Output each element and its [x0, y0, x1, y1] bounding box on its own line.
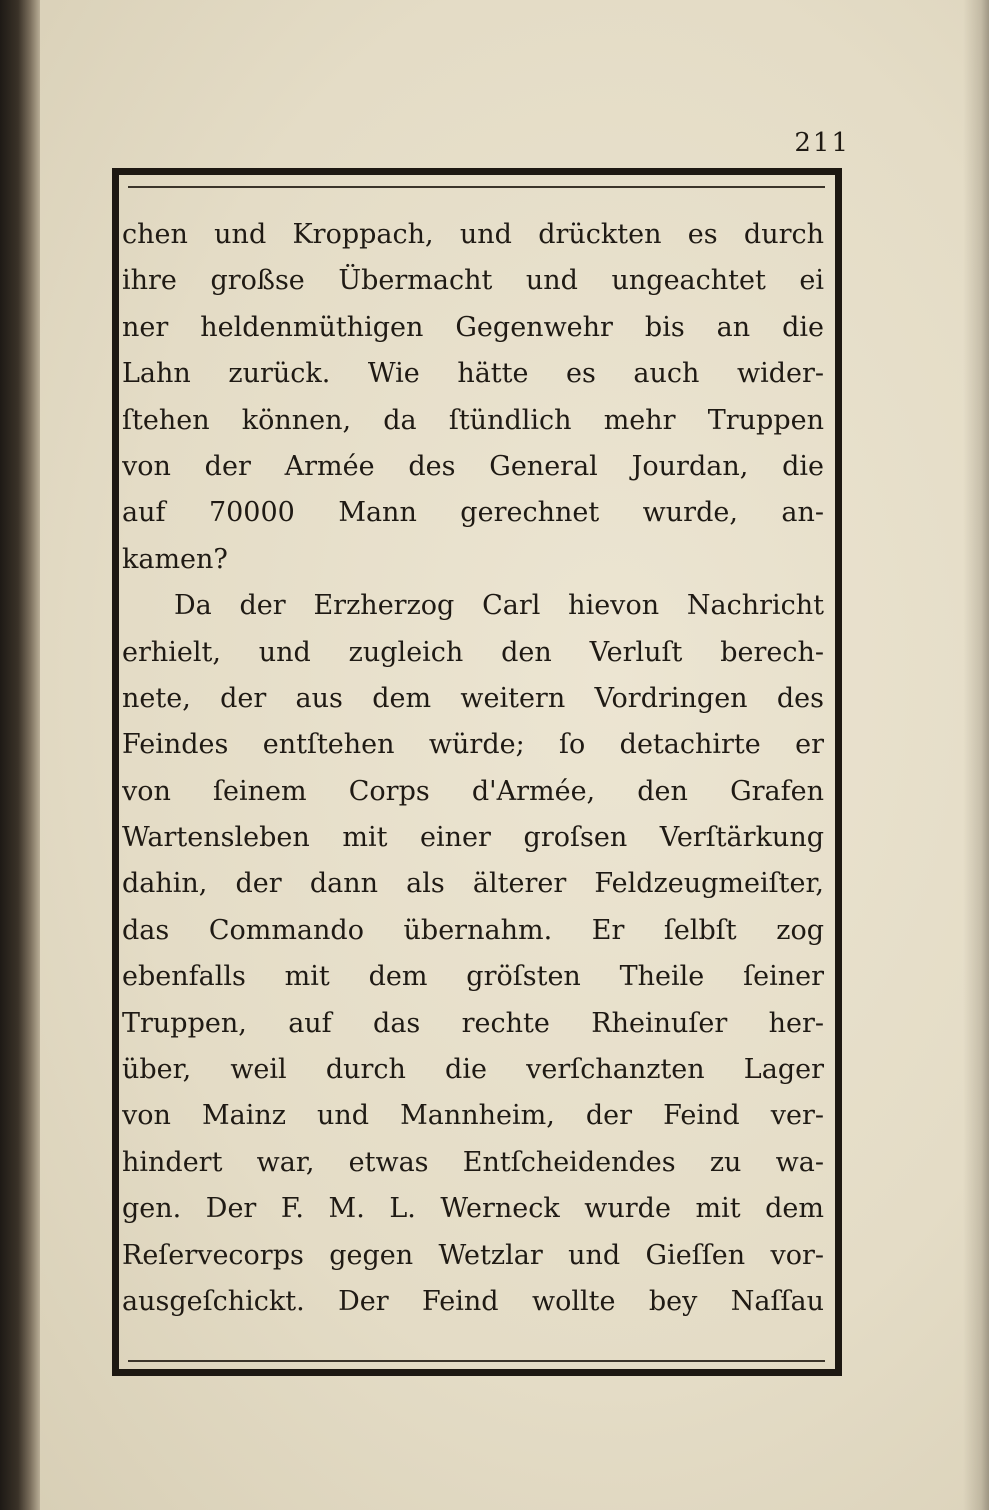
- text-line: über, weil durch die verſchanzten Lager: [122, 1054, 824, 1086]
- text-line: Lahn zurück. Wie hätte es auch wider-: [122, 358, 824, 390]
- frame-inner-rule-bottom: [128, 1360, 825, 1362]
- text-line-paragraph-end: kamen?: [122, 543, 228, 575]
- text-line: ſtehen können, da ſtündlich mehr Truppen: [122, 404, 824, 436]
- text-line: chen und Kroppach, und drückten es durch: [122, 219, 824, 250]
- body-text: [122, 212, 824, 1325]
- text-line: Feindes entſtehen würde; ſo detachirte er: [122, 729, 824, 761]
- text-line: auf 70000 Mann gerechnet wurde, an-: [122, 497, 824, 529]
- text-line: Wartensleben mit einer groſsen Verſtärkung: [122, 822, 824, 854]
- text-line: nete, der aus dem weitern Vordringen des: [122, 682, 824, 714]
- book-binding: [0, 0, 40, 1510]
- text-line: das Commando übernahm. Er ſelbſt zog: [122, 914, 824, 946]
- text-line: von Mainz und Mannheim, der Feind ver-: [122, 1100, 824, 1132]
- text-line: ihre großse Übermacht und ungeachtet ei: [122, 265, 824, 297]
- text-line: gen. Der F. M. L. Werneck wurde mit dem: [122, 1193, 824, 1225]
- text-line: von ſeinem Corps d'Armée, den Grafen: [122, 775, 824, 807]
- page-edge-shadow: [963, 0, 989, 1510]
- text-line: ausgeſchickt. Der Feind wollte bey Naſſau: [122, 1285, 824, 1317]
- text-line: ner heldenmüthigen Gegenwehr bis an die: [122, 311, 824, 343]
- text-line: Reſervecorps gegen Wetzlar und Gieſſen vor-: [122, 1239, 824, 1271]
- frame-inner-rule-top: [128, 186, 825, 188]
- text-line: Truppen, auf das rechte Rheinuſer her-: [122, 1007, 824, 1039]
- text-line: hindert war, etwas Entſcheidendes zu wa-: [122, 1146, 824, 1178]
- text-line-paragraph-start: Da der Erzherzog Carl hievon Nachricht: [174, 590, 824, 622]
- text-line: von der Armée des General Jourdan, die: [122, 450, 824, 482]
- text-line: dahin, der dann als älterer Feldzeugmeiſter,: [122, 868, 824, 900]
- text-line: ebenfalls mit dem gröſsten Theile ſeiner: [122, 961, 824, 993]
- text-line: erhielt, und zugleich den Verluſt berech-: [122, 636, 824, 668]
- page-number: 211: [794, 128, 850, 158]
